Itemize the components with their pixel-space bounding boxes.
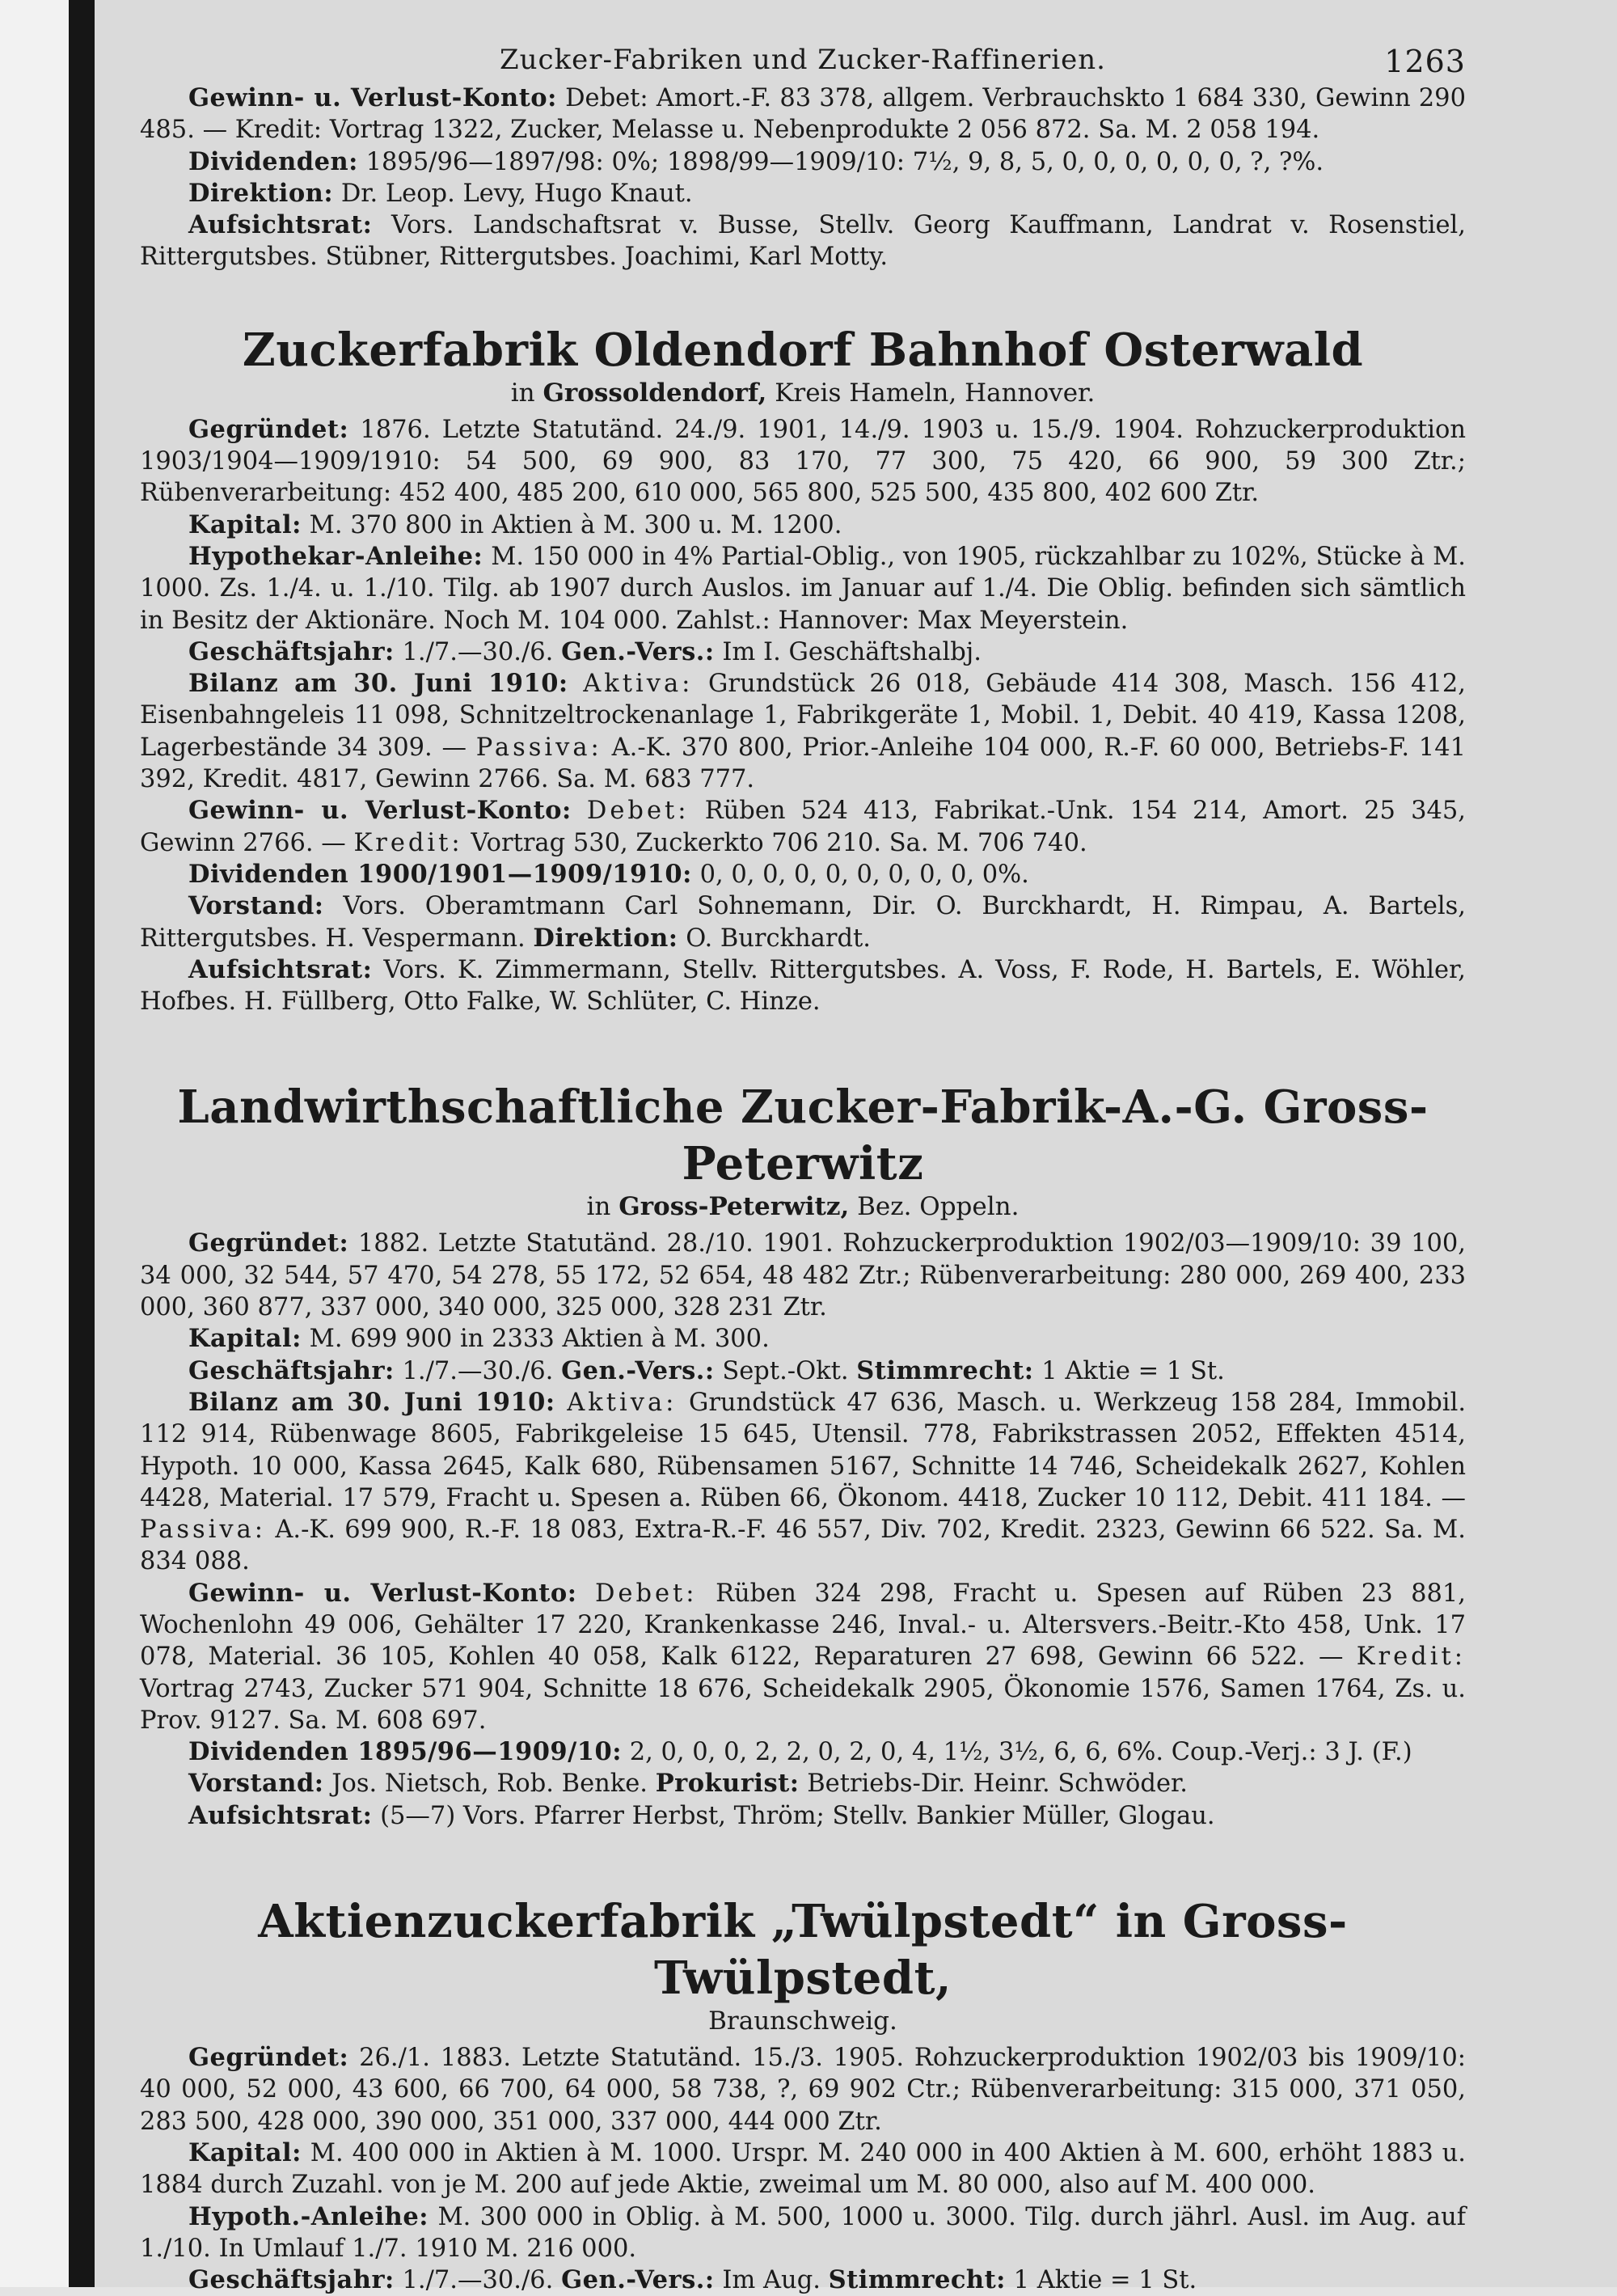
kredit-word: Kredit: [1356, 1643, 1466, 1672]
text: Dr. Leop. Levy, Hugo Knaut. [340, 179, 693, 208]
label: Gewinn- u. Verlust-Konto: [188, 1578, 577, 1608]
geschaeftsjahr [140, 636, 1466, 668]
text: 1876. Letzte Statutänd. 24./9. 1901, 14./9. 1903 u. 15./9. 1904. Rohzuckerproduktion 1903/1904—1909/1910: 54 500, 69 900, 83 170, 77 300, 75 420, 66 900, 59 300 Ztr.; Rübenverarbeitung: 452 400, 485 200, 610 000, 565 800, 525 500, 435 800, 402 600 Ztr. [140, 415, 1466, 508]
carryover-aufsichtsrat [140, 209, 1466, 273]
firm-entry-twuelpstedt [140, 1893, 1466, 2296]
passiva-word: Passiva: [140, 1516, 267, 1545]
bilanz [140, 1387, 1466, 1578]
text: Im I. Geschäftshalbj. [722, 637, 982, 666]
text: M. 400 000 in Aktien à M. 1000. Urspr. M. 240 000 in 400 Aktien à M. 600, erhöht 1883 u. 1884 durch Zuzahl. von je M. 200 auf jede Aktie, zweimal um M. 80 000, also auf M. 400 000. [140, 2138, 1466, 2200]
gewinn-verlust [140, 795, 1466, 859]
gewinn-verlust [140, 1578, 1466, 1736]
label: Gewinn- u. Verlust-Konto: [188, 83, 557, 112]
text: A.-K. 370 800, Prior.-Anleihe 104 000, R.-F. 60 000, Betriebs-F. 141 392, Kredit. 4817, Gewinn 2766. Sa. M. 683 777. [140, 733, 1466, 794]
aufsichtsrat [140, 954, 1466, 1018]
text: 1895/96—1897/98: 0%; 1898/99—1909/10: 7½, 9, 8, 5, 0, 0, 0, 0, 0, 0, ?, ?%. [365, 147, 1324, 176]
text: 1./7.—30./6. [402, 1356, 554, 1385]
vorstand [140, 1768, 1466, 1799]
label: Direktion: [533, 923, 678, 953]
text: Im Aug. [722, 2266, 821, 2295]
scan-binding-shadow [69, 0, 95, 2287]
label: Gegründet: [188, 2043, 349, 2073]
dividenden [140, 1736, 1466, 1768]
text: Vortrag 530, Zuckerkto 706 210. Sa. M. 706 740. [471, 828, 1087, 857]
text: 1./7.—30./6. [402, 2266, 554, 2295]
scan-left-margin [0, 0, 79, 2287]
text: 1882. Letzte Statutänd. 28./10. 1901. Rohzuckerproduktion 1902/03—1909/10: 39 100, 34 000, 32 544, 57 470, 54 278, 55 172, 52 654, 48 482 Ztr.; Rübenverarbeitung: 280 000, 269 400, 233 000, 360 877, 337 000, 340 000, 325 000, 328 231 Ztr. [140, 1229, 1466, 1322]
firm-entry-gross-peterwitz [140, 1079, 1466, 1832]
label: Bilanz am 30. Juni 1910: [188, 669, 568, 699]
gegruendet [140, 414, 1466, 510]
geschaeftsjahr [140, 1355, 1466, 1387]
text: Betriebs-Dir. Heinr. Schwöder. [807, 1770, 1188, 1799]
label: Aufsichtsrat: [188, 210, 373, 240]
text: M. 370 800 in Aktien à M. 300 u. M. 1200. [309, 510, 842, 539]
text: 1./7.—30./6. [402, 637, 554, 666]
label: Direktion: [188, 178, 334, 208]
label: Vorstand: [188, 1769, 324, 1799]
label: Dividenden: [188, 146, 358, 176]
carryover-direktion [140, 178, 1466, 209]
text: 1 Aktie = 1 St. [1013, 2266, 1197, 2295]
label: Dividenden 1900/1901—1909/1910: [188, 859, 692, 889]
passiva-word: Passiva: [475, 733, 602, 762]
text: Rüben 524 413, Fabrikat.-Unk. 154 214, Amort. 25 345, Gewinn 2766. — [140, 797, 1466, 857]
text: Vors. K. Zimmermann, Stellv. Rittergutsbes. A. Voss, F. Rode, H. Bartels, E. Wöhler, Hofbes. H. Füllberg, Otto Falke, W. Schlüter, C. Hinze. [140, 955, 1466, 1017]
debet-word: Debet: [586, 797, 690, 826]
label: Gen.-Vers.: [561, 1355, 715, 1385]
loc-rest: Bez. Oppeln. [857, 1192, 1020, 1222]
geschaeftsjahr [140, 2264, 1466, 2296]
vorstand [140, 890, 1466, 954]
text: Sept.-Okt. [722, 1356, 849, 1385]
label: Gewinn- u. Verlust-Konto: [188, 796, 572, 826]
hypoth-anleihe [140, 2201, 1466, 2265]
firm-entry-oldendorf [140, 322, 1466, 1018]
loc-prefix: in [586, 1192, 611, 1222]
aufsichtsrat [140, 1800, 1466, 1832]
text: A.-K. 699 900, R.-F. 18 083, Extra-R.-F. 46 557, Div. 702, Kredit. 2323, Gewinn 66 522. Sa. M. 834 088. [140, 1516, 1466, 1576]
text: Rüben 324 298, Fracht u. Spesen auf Rüben 23 881, Wochenlohn 49 006, Gehälter 17 220, Krankenkasse 246, Inval.- u. Altersvers.-Beitr.-Kto 458, Unk. 17 078, Material. 36 105, Kohlen 40 058, Kalk 6122, Reparaturen 27 698, Gewinn 66 522. — [140, 1579, 1466, 1672]
text: 1 Aktie = 1 St. [1041, 1356, 1225, 1385]
gegruendet [140, 1228, 1466, 1323]
loc-place: Gross-Peterwitz, [619, 1192, 850, 1222]
text: Jos. Nietsch, Rob. Benke. [331, 1770, 648, 1799]
kapital [140, 1323, 1466, 1355]
firm-title: Aktienzuckerfabrik „Twülpstedt“ in Gross-Twülpstedt, [258, 1895, 1348, 2006]
label: Dividenden 1895/96—1909/10: [188, 1737, 622, 1767]
text: Grundstück 26 018, Gebäude 414 308, Masch. 156 412, Eisenbahngeleis 11 098, Schnitzeltrockenanlage 1, Fabrikgeräte 1, Mobil. 1, Debit. 40 419, Kassa 1208, Lagerbestände 34 309. — [140, 670, 1466, 762]
label: Kapital: [188, 510, 302, 539]
label: Stimmrecht: [856, 1355, 1034, 1385]
running-head [140, 34, 1466, 82]
label: Hypoth.-Anleihe: [188, 2201, 429, 2231]
firm-title: Zuckerfabrik Oldendorf Bahnhof Osterwald [242, 323, 1364, 377]
page-content [140, 34, 1466, 2296]
text: M. 300 000 in Oblig. à M. 500, 1000 u. 3000. Tilg. durch jährl. Ausl. im Aug. auf 1./10. In Umlauf 1./7. 1910 M. 216 000. [140, 2202, 1466, 2263]
carryover-entry [140, 82, 1466, 273]
label: Geschäftsjahr: [188, 636, 395, 666]
text: O. Burckhardt. [686, 924, 871, 953]
label: Stimmrecht: [828, 2265, 1006, 2295]
label: Gegründet: [188, 414, 349, 444]
text: Vors. Landschaftsrat v. Busse, Stellv. Georg Kauffmann, Landrat v. Rosenstiel, Rittergutsbes. Stübner, Rittergutsbes. Joachimi, Karl Motty. [140, 211, 1466, 272]
text: M. 699 900 in 2333 Aktien à M. 300. [309, 1325, 770, 1354]
label: Aufsichtsrat: [188, 1800, 373, 1830]
loc-place: Grossoldendorf, [543, 378, 767, 408]
kapital [140, 510, 1466, 541]
firm-title: Landwirthschaftliche Zucker-Fabrik-A.-G. Gross-Peterwitz [177, 1080, 1429, 1191]
label: Aufsichtsrat: [188, 954, 373, 984]
text: Grundstück 47 636, Masch. u. Werkzeug 158 284, Immobil. 112 914, Rübenwage 8605, Fabrikgeleise 15 645, Utensil. 778, Fabrikstrassen 2052, Effekten 4514, Hypoth. 10 000, Kassa 2645, Kalk 680, Rübensamen 5167, Schnitte 14 746, Scheidekalk 2627, Kohlen 4428, Material. 17 579, Fracht u. Spesen a. Rüben 66, Ökonom. 4418, Zucker 10 112, Debit. 411 184. — [140, 1388, 1467, 1512]
label: Gen.-Vers.: [561, 636, 715, 666]
loc-prefix: in [510, 378, 535, 408]
text: 0, 0, 0, 0, 0, 0, 0, 0, 0, 0%. [699, 860, 1029, 889]
label: Vorstand: [188, 891, 324, 921]
aktiva-word: Aktiva: [567, 1388, 678, 1417]
kredit-word: Kredit: [353, 828, 463, 857]
label: Kapital: [188, 1324, 302, 1354]
label: Gegründet: [188, 1228, 349, 1258]
debet-word: Debet: [594, 1579, 698, 1608]
text: 2, 0, 0, 0, 2, 2, 0, 2, 0, 4, 1½, 3½, 6, 6, 6%. Coup.-Verj.: 3 J. (F.) [629, 1738, 1412, 1767]
label: Bilanz am 30. Juni 1910: [188, 1387, 555, 1417]
label: Prokurist: [655, 1769, 800, 1799]
page-number: 1263 [1384, 44, 1466, 79]
label: Hypothekar-Anleihe: [188, 541, 483, 571]
label: Geschäftsjahr: [188, 2265, 395, 2295]
text: Debet: Amort.-F. 83 378, allgem. Verbrauchskto 1 684 330, Gewinn 290 485. — Kredit: Vortrag 1322, Zucker, Melasse u. Nebenprodukte 2 056 872. Sa. M. 2 058 194. [140, 84, 1466, 145]
firm-location: Braunschweig. [708, 2006, 897, 2036]
firm-location [140, 1192, 1466, 1221]
running-title: Zucker-Fabriken und Zucker-Raffinerien. [500, 44, 1106, 76]
label: Kapital: [188, 2137, 302, 2167]
label: Gen.-Vers.: [561, 2265, 715, 2295]
bilanz [140, 668, 1466, 795]
loc-rest: Kreis Hameln, Hannover. [775, 378, 1096, 408]
label: Geschäftsjahr: [188, 1355, 395, 1385]
kapital [140, 2137, 1466, 2201]
carryover-dividenden [140, 146, 1466, 178]
aktiva-word: Aktiva: [583, 670, 694, 699]
text: 26./1. 1883. Letzte Statutänd. 15./3. 1905. Rohzuckerproduktion 1902/03 bis 1909/10: 40 000, 52 000, 43 600, 66 700, 64 000, 58 738, ?, 69 902 Ctr.; Rübenverarbeitung: 315 000, 371 050, 283 500, 428 000, 390 000, 351 000, 337 000, 444 000 Ztr. [140, 2044, 1466, 2136]
carryover-gewinn [140, 82, 1466, 146]
gegruendet [140, 2042, 1466, 2137]
hypothekar-anleihe [140, 541, 1466, 636]
text: Vors. Oberamtmann Carl Sohnemann, Dir. O. Burckhardt, H. Rimpau, A. Bartels, Rittergutsbes. H. Vespermann. [140, 892, 1466, 953]
dividenden [140, 859, 1466, 890]
text: Vortrag 2743, Zucker 571 904, Schnitte 18 676, Scheidekalk 2905, Ökonomie 1576, Samen 1764, Zs. u. Prov. 9127. Sa. M. 608 697. [140, 1674, 1466, 1735]
text: (5—7) Vors. Pfarrer Herbst, Thröm; Stellv. Bankier Müller, Glogau. [380, 1801, 1215, 1830]
text: M. 150 000 in 4% Partial-Oblig., von 1905, rückzahlbar zu 102%, Stücke à M. 1000. Zs. 1./4. u. 1./10. Tilg. ab 1907 durch Auslos. im Januar auf 1./4. Die Oblig. befinden sich sämtlich in Besitz der Aktionäre. Noch M. 104 000. Zahlst.: Hannover: Max Meyerstein. [140, 542, 1466, 635]
firm-location [140, 378, 1466, 408]
